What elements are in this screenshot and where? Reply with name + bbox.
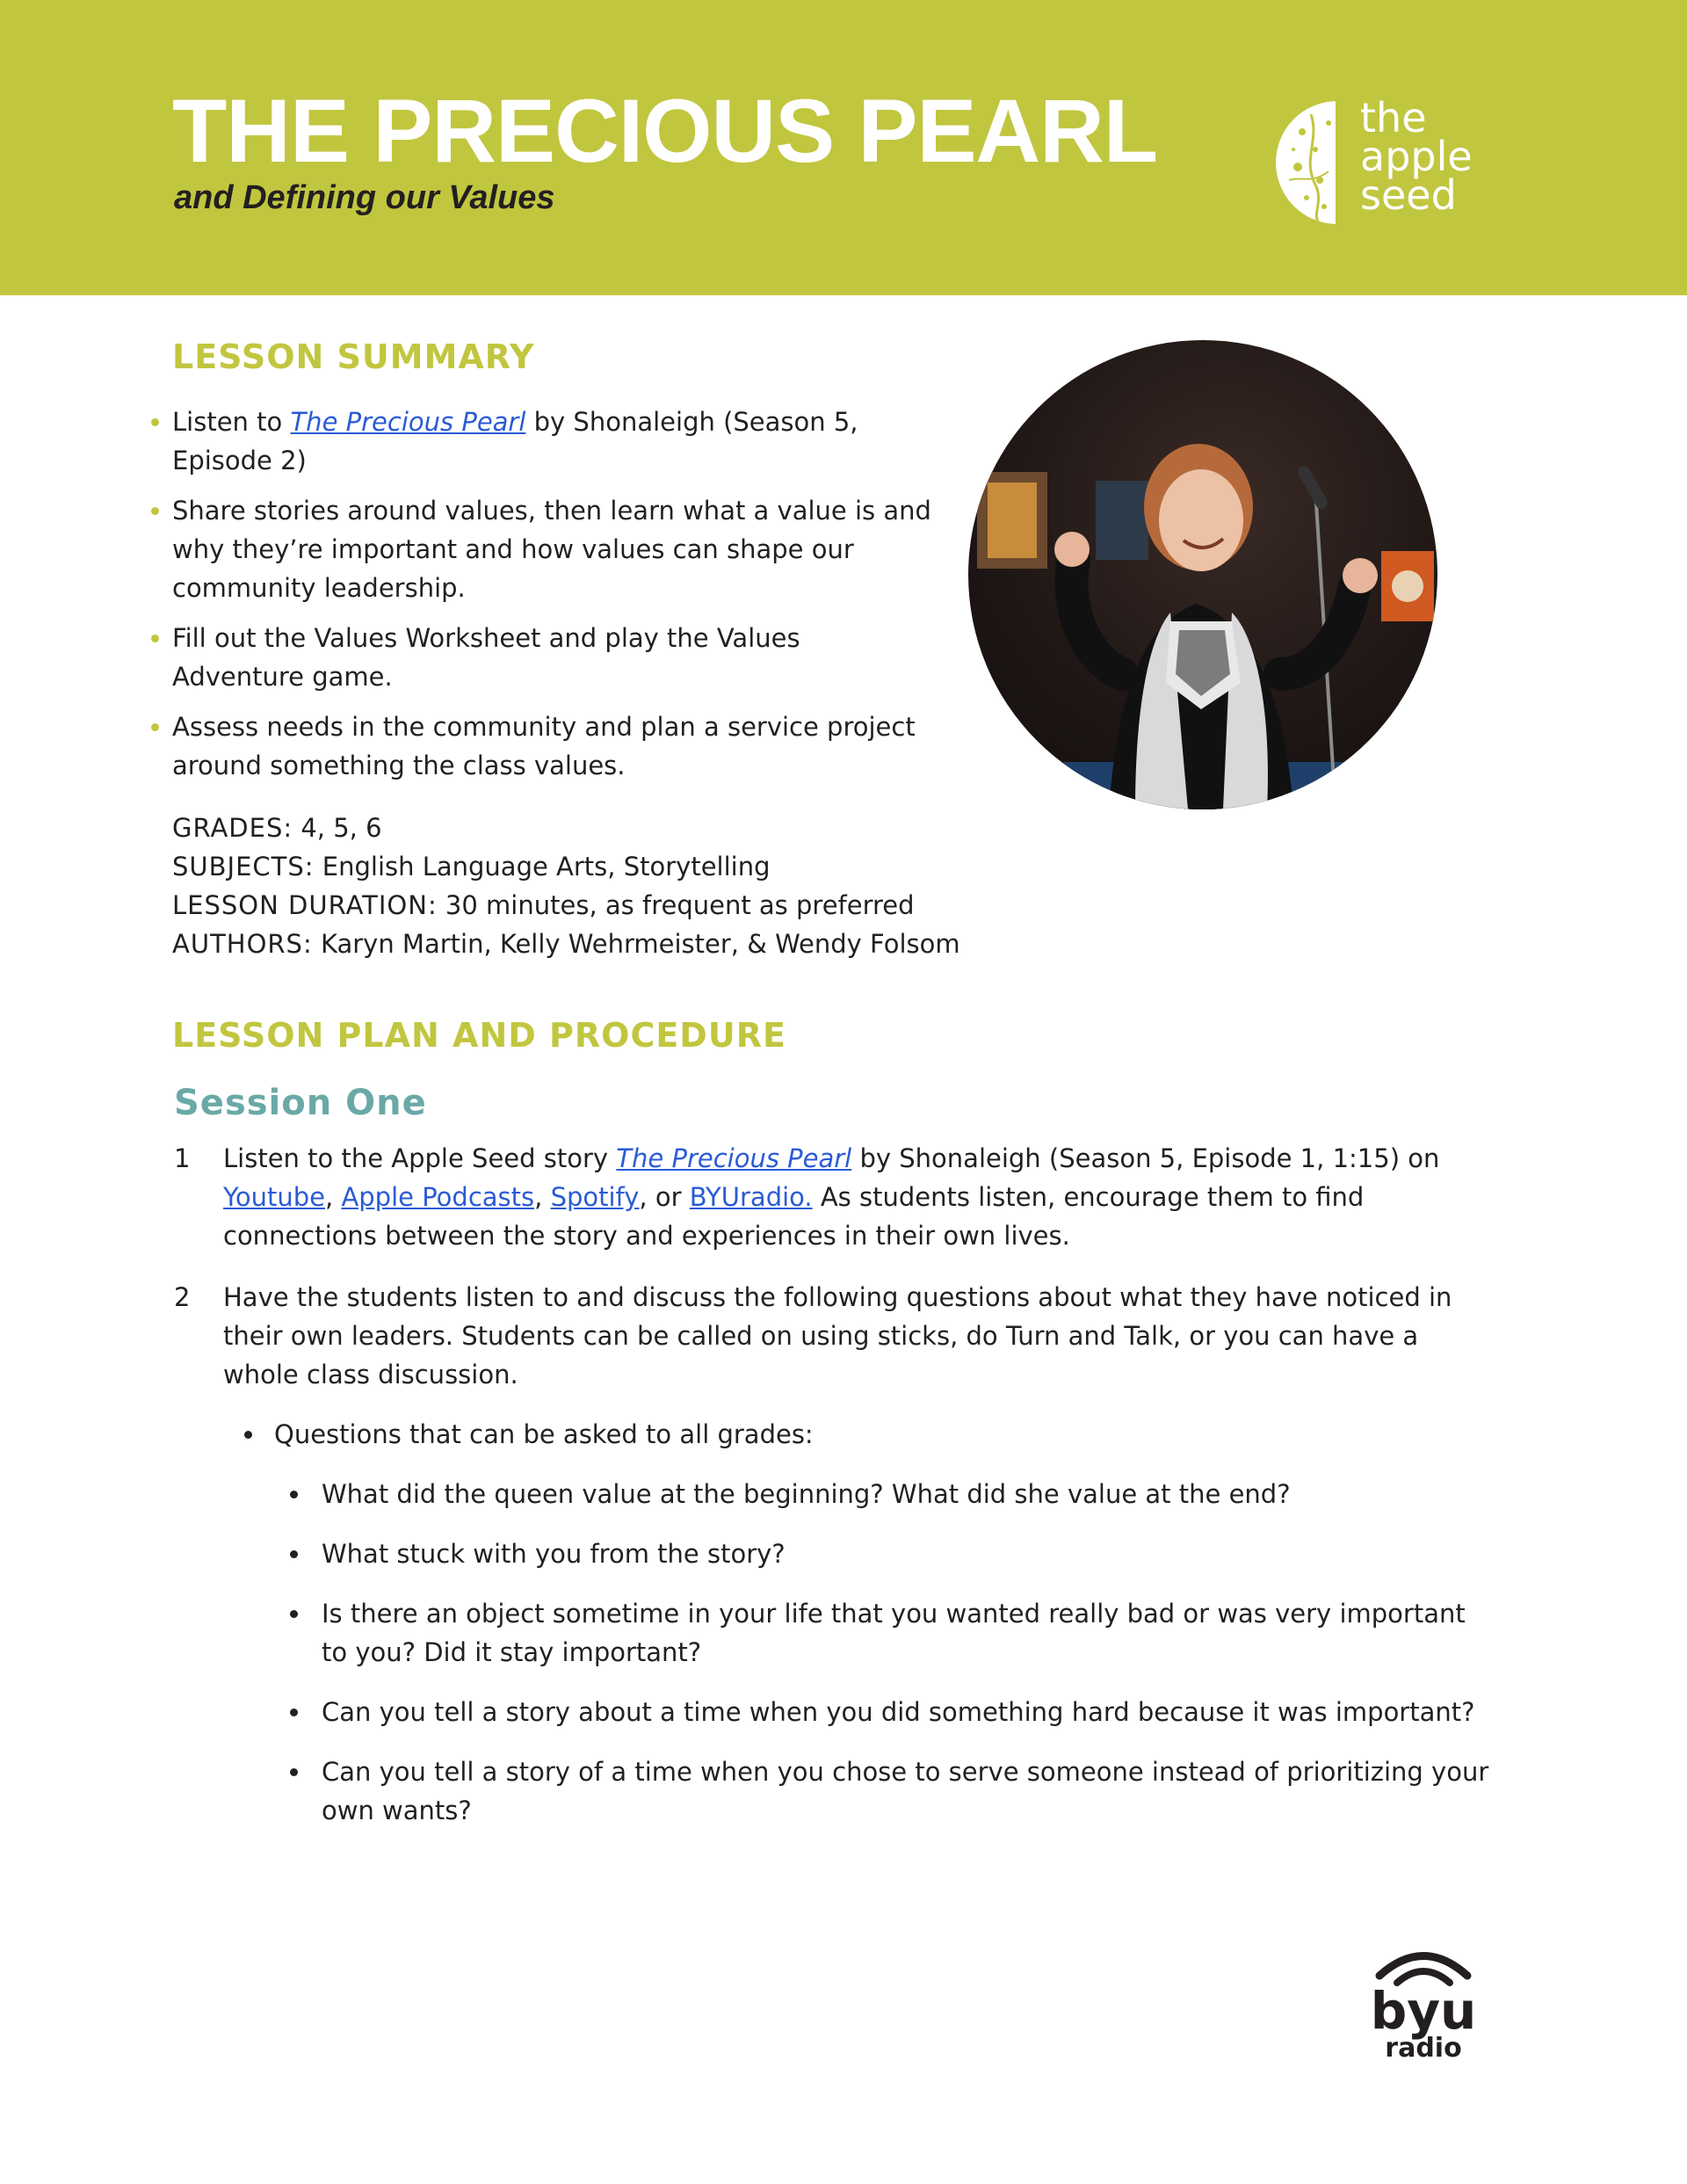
storyteller-photo: [968, 340, 1437, 809]
summary-item: Listen to The Precious Pearl by Shonaleigh (Season 5, Episode 2): [148, 403, 938, 480]
grades-row: GRADES: 4, 5, 6: [172, 813, 382, 843]
bullet-icon: [290, 1709, 298, 1716]
bullet-icon: [151, 507, 159, 515]
byu-text: byu: [1370, 1981, 1477, 2041]
step-number: 2: [174, 1282, 191, 1312]
lesson-meta: [172, 809, 1051, 963]
question-groups: [223, 1415, 1490, 1830]
apple-podcasts-link[interactable]: Apple Podcasts: [341, 1182, 535, 1212]
lesson-summary-list: [148, 403, 938, 796]
bullet-icon: [151, 723, 159, 731]
spotify-link[interactable]: Spotify: [550, 1182, 640, 1212]
radio-text: radio: [1385, 2033, 1462, 2064]
byuradio-link[interactable]: BYUradio.: [689, 1182, 813, 1212]
apple-seed-logo-text: the apple seed: [1360, 94, 1473, 219]
bullet-icon: [290, 1491, 298, 1498]
bullet-icon: [290, 1610, 298, 1618]
discussion-questions: [274, 1475, 1490, 1830]
byu-radio-logo-icon: [1353, 1941, 1494, 2064]
page-subtitle: and Defining our Values: [174, 179, 555, 216]
question-item: What stuck with you from the story?: [274, 1535, 1490, 1573]
subjects-row: SUBJECTS: English Language Arts, Storytelling: [172, 852, 771, 882]
duration-row: LESSON DURATION: 30 minutes, as frequent as preferred: [172, 890, 915, 920]
question-item: Is there an object sometime in your life that you wanted really bad or was very important to you? Did it stay important?: [274, 1594, 1490, 1672]
bullet-icon: [151, 418, 159, 426]
lesson-summary-heading: LESSON SUMMARY: [172, 337, 535, 376]
page-title: THE PRECIOUS PEARL: [172, 81, 1158, 181]
procedure-steps: [172, 1139, 1490, 1853]
summary-item: Fill out the Values Worksheet and play the Values Adventure game.: [148, 619, 938, 696]
summary-item: Assess needs in the community and plan a service project around something the class values.: [148, 707, 938, 785]
header-banner: [0, 0, 1687, 295]
session-one-heading: Session One: [174, 1083, 427, 1123]
youtube-link[interactable]: Youtube: [223, 1182, 325, 1212]
question-item: Can you tell a story of a time when you chose to serve someone instead of prioritizing your own wants?: [274, 1752, 1490, 1830]
storyteller-image: [968, 340, 1437, 809]
bullet-icon: [151, 635, 159, 642]
question-item: What did the queen value at the beginning? What did she value at the end?: [274, 1475, 1490, 1513]
question-item: Can you tell a story about a time when you did something hard because it was important?: [274, 1693, 1490, 1731]
bullet-icon: [244, 1431, 252, 1439]
precious-pearl-story-link[interactable]: The Precious Pearl: [616, 1143, 852, 1173]
bullet-icon: [290, 1550, 298, 1558]
step-number: 1: [174, 1143, 191, 1173]
authors-row: AUTHORS: Karyn Martin, Kelly Wehrmeister, & Wendy Folsom: [172, 929, 960, 959]
question-group: Questions that can be asked to all grades: What did the queen value at the beginning? What did she value at the end? What stuck with you from the story? Is there an object sometime in your life that you wanted really bad or was very important to you? Did it stay important? Can you tell a story about a time when you did something hard because it was important? Can you tell a story of a time when you chose to serve someone instead of prioritizing your own wants?: [223, 1415, 1490, 1830]
precious-pearl-link[interactable]: The Precious Pearl: [290, 407, 526, 437]
procedure-step-2: 2 Have the students listen to and discuss the following questions about what they have noticed in their own leaders. Students can be called on using sticks, do Turn and Talk, or you can have a whole class discussion. Questions that can be asked to all grades: What did the queen value at the beginning? What did she value at the end? What stuck with you from the story? Is there an object sometime in your life that you wanted really bad or was very important to you? Did it stay important? Can you tell a story about a time when you did something hard because it was important? Can you tell a story of a time when you chose to serve someone instead of prioritizing your own wants?: [172, 1278, 1490, 1830]
bullet-icon: [290, 1768, 298, 1776]
procedure-step-1: 1 Listen to the Apple Seed story The Precious Pearl by Shonaleigh (Season 5, Episode 1, 1:15) on Youtube, Apple Podcasts, Spotify, or BYUradio. As students listen, encourage them to find connections between the story and experiences in their own lives.: [172, 1139, 1490, 1255]
lesson-plan-heading: LESSON PLAN AND PROCEDURE: [172, 1016, 786, 1055]
summary-item: Share stories around values, then learn what a value is and why they’re important and how values can shape our community leadership.: [148, 491, 938, 607]
